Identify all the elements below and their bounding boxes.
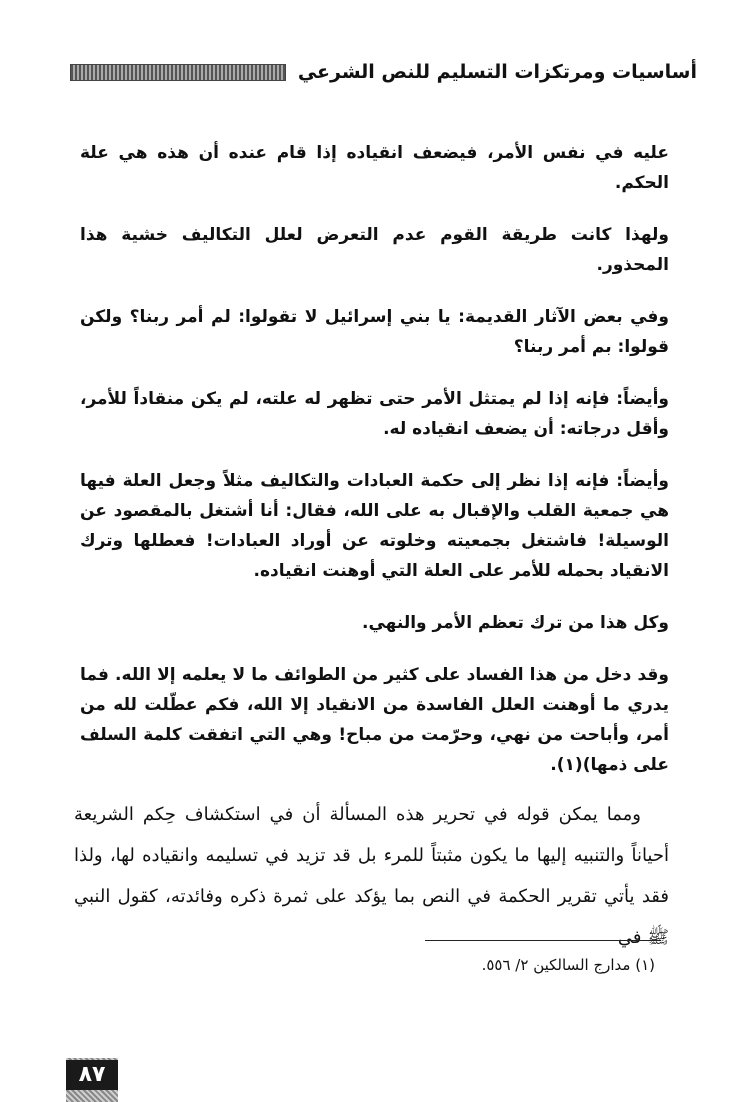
- quote-paragraph: وكل هذا من ترك تعظم الأمر والنهي.: [362, 613, 669, 633]
- quote-paragraph: وأيضاً: فإنه إذا نظر إلى حكمة العبادات والتكاليف مثلاً وجعل العلة فيها هي جمعية القلب والإقبال به على الله، فقال: أنا أشتغل بالمقصود عن الوسيلة! فاشتغل بجمعيته وخلوته عن أوراد العبادات! فعطلها وترك الانقياد بحمله للأمر على العلة التي أوهنت انقياده.: [80, 471, 669, 581]
- header-decorative-bar: [70, 64, 286, 81]
- quote-paragraph: وقد دخل من هذا الفساد على كثير من الطوائف ما لا يعلمه إلا الله. فما يدري ما أوهنت العلل الفاسدة من الانقياد إلا الله، فكم عطّلت لله من أمر، وأباحت من نهي، وحرّمت من مباح! وهي التي اتفقت كلمة السلف على ذمها)(١).: [80, 665, 669, 775]
- quote-paragraph: عليه في نفس الأمر، فيضعف انقياده إذا قام عنده أن هذه هي علة الحكم.: [80, 143, 669, 193]
- page-number: ٨٧: [66, 1060, 118, 1090]
- header-title: أساسيات ومرتكزات التسليم للنص الشرعي: [297, 61, 697, 83]
- quote-paragraph: ولهذا كانت طريقة القوم عدم التعرض لعلل التكاليف خشية هذا المحذور.: [80, 225, 669, 275]
- footnote: (١) مدارج السالكين ٢/ ٥٥٦.: [481, 956, 655, 974]
- running-header: [70, 52, 697, 92]
- quote-paragraph: وفي بعض الآثار القديمة: يا بني إسرائيل لا تقولوا: لم أمر ربنا؟ ولكن قولوا: بم أمر ربنا؟: [80, 307, 669, 357]
- quoted-passage: [80, 138, 669, 802]
- footnote-divider: [425, 940, 661, 941]
- body-paragraph: ومما يمكن قوله في تحرير هذه المسألة أن في استكشاف حِكم الشريعة أحياناً والتنبيه إليها ما يكون مثبتاً للمرء بل قد تزيد في تسليمه وانقياده لها، ولذا فقد يأتي تقرير الحكمة في النص بما يؤكد على ثمرة ذكره وفائدته، كقول النبي ﷺ في: [74, 804, 669, 948]
- quote-paragraph: وأيضاً: فإنه إذا لم يمتثل الأمر حتى تظهر له علته، لم يكن منقاداً للأمر، وأقل درجاته: أن يضعف انقياده له.: [80, 389, 669, 439]
